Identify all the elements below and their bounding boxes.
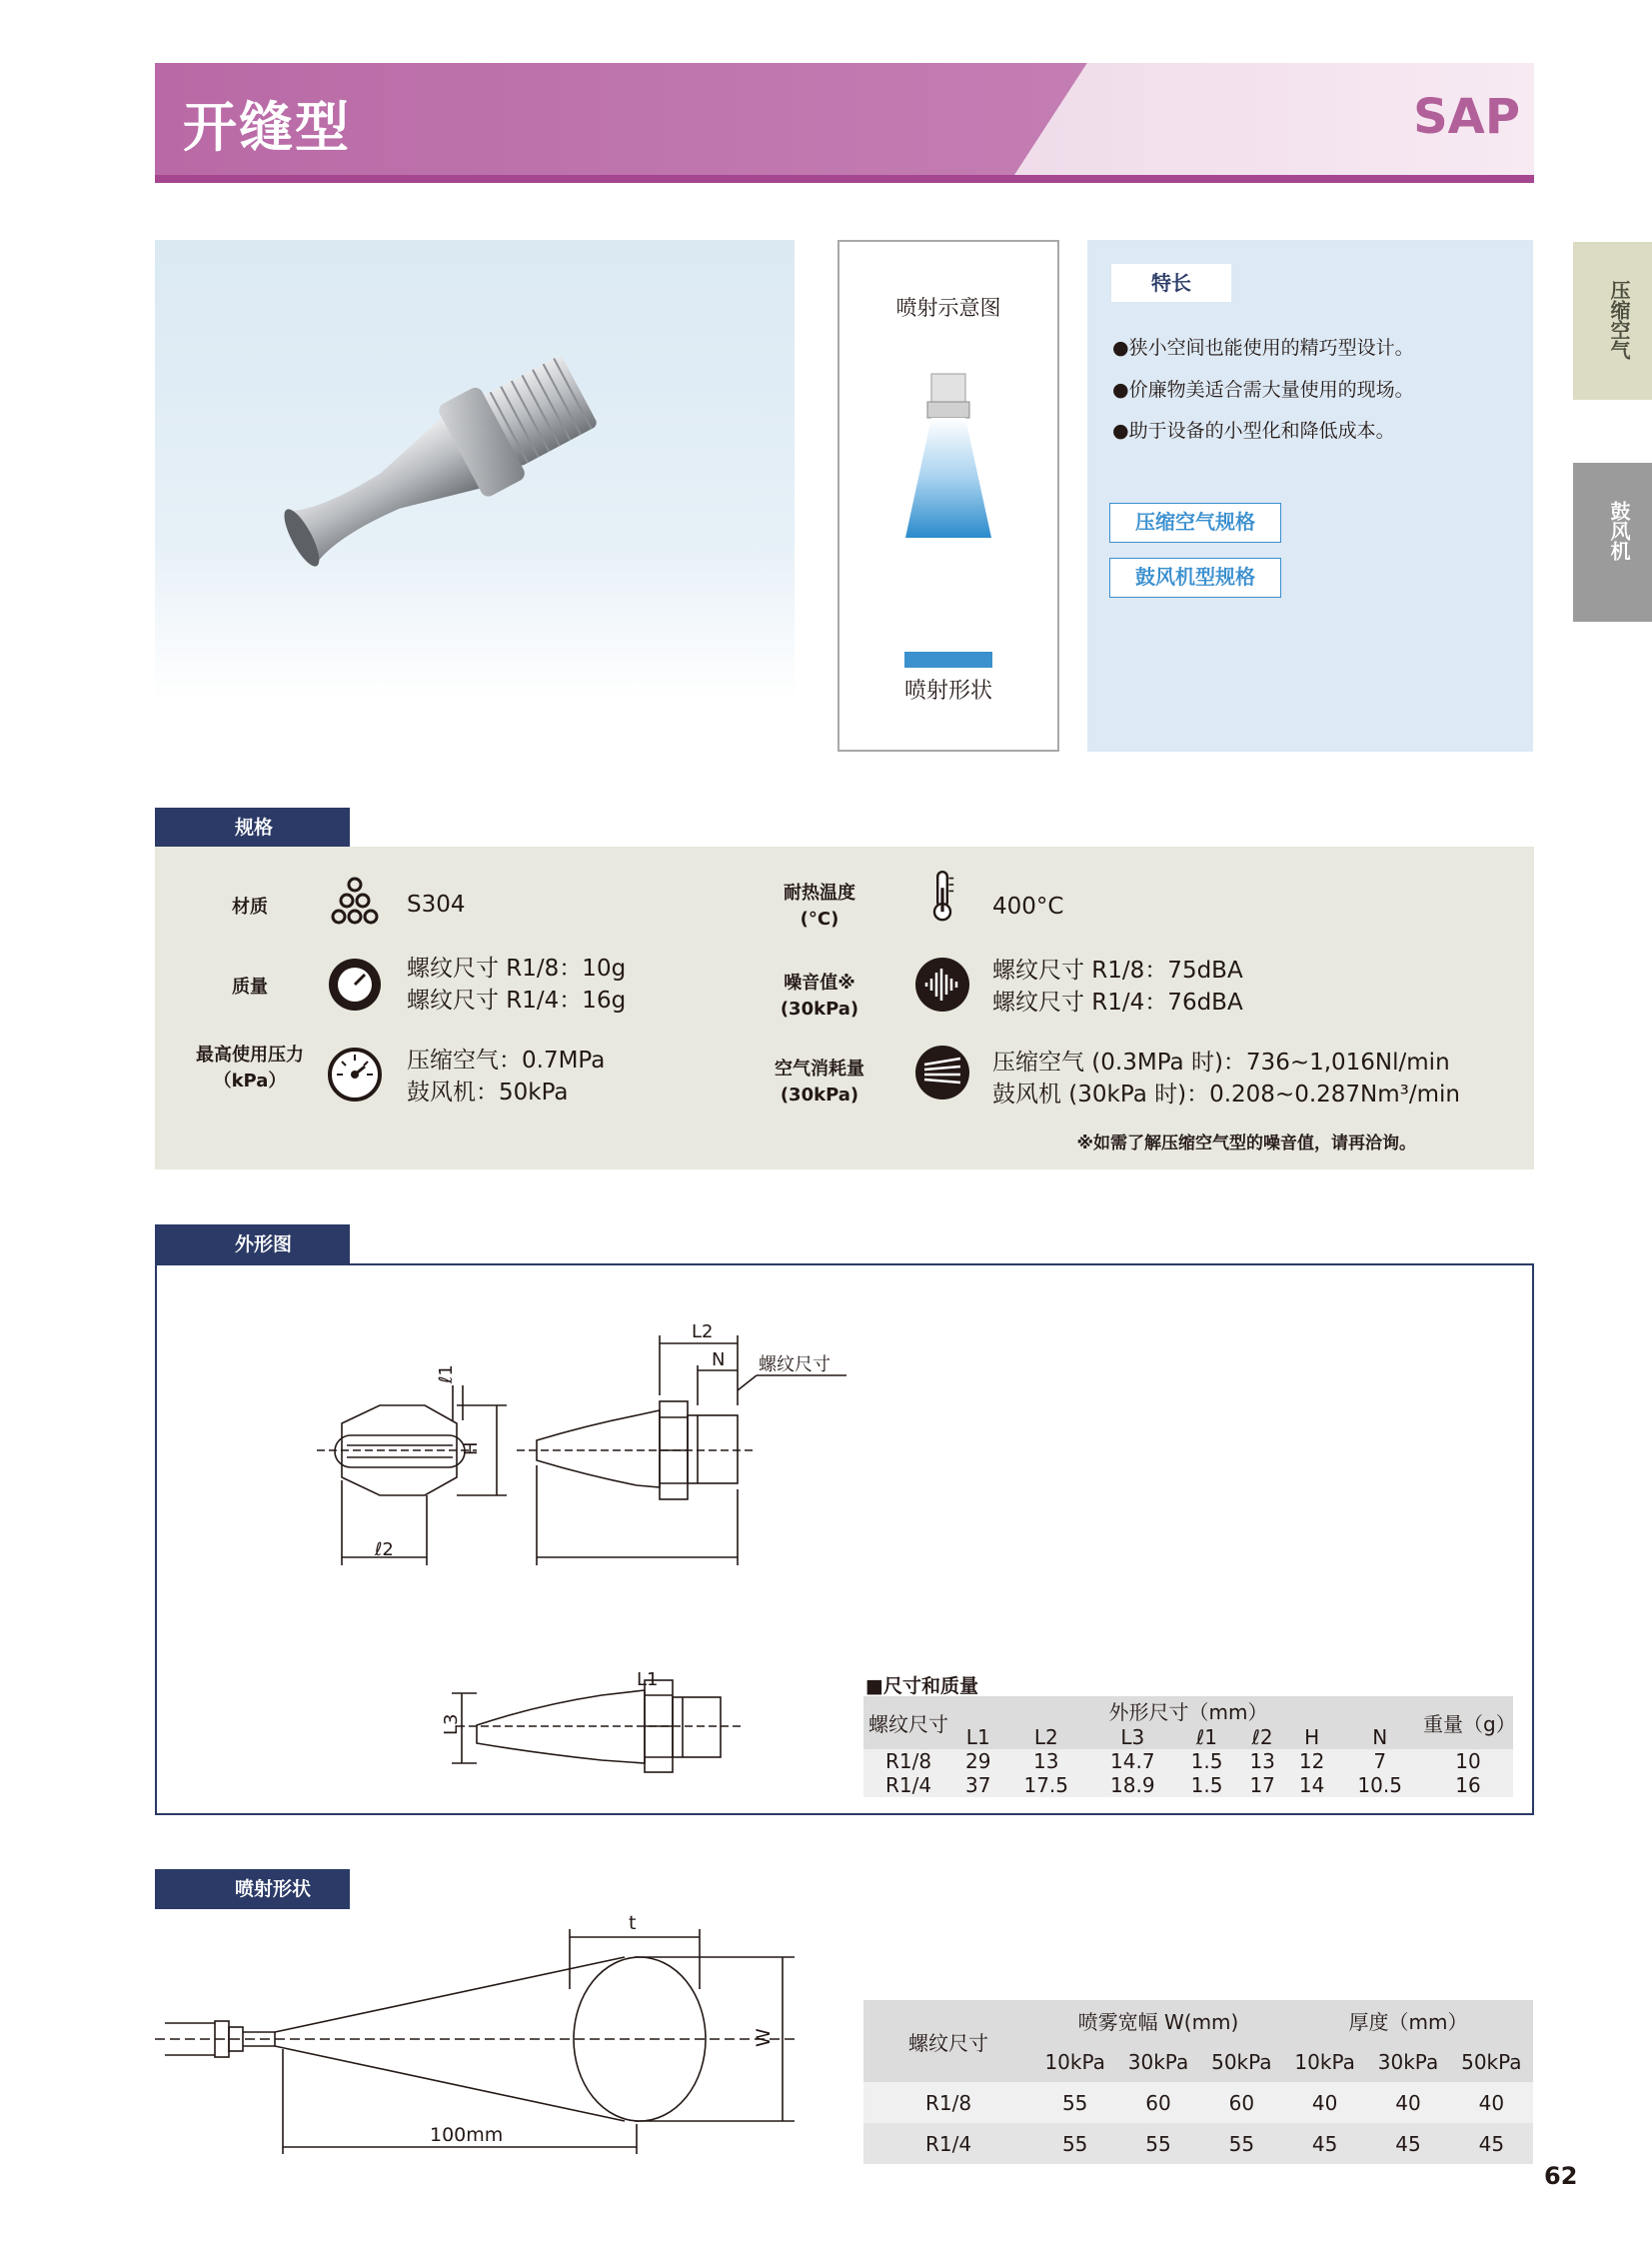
product-code: SAP — [1413, 89, 1520, 145]
scale-icon — [327, 957, 383, 1013]
spray-header-thickness: 厚度（mm） — [1348, 2010, 1468, 2034]
dim-label-l1: ℓ1 — [436, 1364, 457, 1383]
spray-header-thread: 螺纹尺寸 — [908, 2030, 988, 2055]
cell-value: 17 — [1249, 1773, 1275, 1797]
cell-thread: R1/8 — [924, 2090, 972, 2115]
cell-value: 17.5 — [1023, 1773, 1069, 1797]
mass-label: 质量 — [232, 977, 268, 998]
features-panel — [1087, 240, 1533, 752]
pressure-label-unit: （kPa） — [213, 1071, 287, 1092]
air-consumption-value: 鼓风机 (30kPa 时)：0.208~0.287Nm³/min — [992, 1082, 1460, 1108]
table-row — [863, 1749, 1513, 1773]
noise-value: 螺纹尺寸 R1/4：76dBA — [992, 990, 1243, 1016]
cell-value: 14.7 — [1110, 1749, 1155, 1773]
air-flow-icon — [914, 1045, 970, 1101]
table-row — [863, 2123, 1533, 2164]
header-underline — [155, 175, 1534, 183]
spray-label-t: t — [629, 1912, 637, 1934]
nozzle-photo-illustration — [155, 240, 795, 700]
dimension-table — [863, 1696, 1516, 1797]
product-photo — [155, 240, 795, 700]
spray-diagram-box — [837, 240, 1059, 752]
dim-col-L1: L1 — [965, 1725, 990, 1749]
noise-label-line: 噪音值※ — [784, 973, 855, 994]
dim-header-weight: 重量（g） — [1423, 1712, 1516, 1736]
spec-panel — [155, 847, 1534, 1169]
heat-value: 400°C — [992, 894, 1064, 920]
dim-label-thread: 螺纹尺寸 — [759, 1354, 830, 1375]
noise-value: 螺纹尺寸 R1/8：75dBA — [992, 958, 1243, 984]
dim-col-l2: ℓ2 — [1251, 1725, 1273, 1749]
spray-shape-drawing — [155, 1889, 815, 2179]
feature-item: ●价廉物美适合需大量使用的现场。 — [1112, 379, 1414, 401]
cell-value: 55 — [1061, 2090, 1088, 2115]
spray-col-pressure: 50kPa — [1211, 2049, 1272, 2074]
cell-value: 45 — [1478, 2131, 1505, 2156]
cell-value: 10.5 — [1357, 1773, 1402, 1797]
material-icon — [327, 875, 383, 931]
air-label-unit: (30kPa) — [780, 1085, 859, 1106]
mass-value: 螺纹尺寸 R1/8：10g — [407, 956, 627, 982]
spray-diagram-caption: 喷射示意图 — [895, 296, 1001, 320]
feature-item: ●助于设备的小型化和降低成本。 — [1112, 420, 1395, 442]
side-tab-blower[interactable]: 鼓风机 — [1573, 463, 1652, 622]
spray-width-table — [863, 2000, 1533, 2164]
table-row — [863, 2082, 1533, 2123]
dim-label-N: N — [712, 1349, 726, 1370]
page-title: 开缝型 — [183, 96, 351, 159]
dim-col-H: H — [1304, 1725, 1320, 1749]
material-value: S304 — [407, 892, 466, 918]
spray-shape-section-tag: 喷射形状 — [155, 1869, 350, 1909]
dim-label-L3: L3 — [441, 1713, 462, 1735]
cell-value: 55 — [1061, 2131, 1088, 2156]
cell-value: 13 — [1249, 1749, 1275, 1773]
dim-label-L1: L1 — [637, 1669, 659, 1690]
spray-col-pressure: 30kPa — [1127, 2049, 1189, 2074]
pressure-value: 压缩空气：0.7MPa — [407, 1048, 606, 1074]
mass-value: 螺纹尺寸 R1/4：16g — [407, 988, 627, 1014]
sound-wave-icon — [914, 957, 970, 1013]
noise-label-unit: (30kPa) — [780, 999, 859, 1020]
cell-value: 12 — [1298, 1749, 1325, 1773]
dim-label-l2: ℓ2 — [375, 1539, 394, 1560]
dim-header-dimensions: 外形尺寸（mm） — [1108, 1700, 1268, 1724]
cell-value: 45 — [1311, 2131, 1338, 2156]
cell-value: 29 — [965, 1749, 991, 1773]
spray-label-distance: 100mm — [430, 2124, 504, 2146]
dimension-table-title: ■尺寸和质量 — [865, 1675, 978, 1697]
cell-value: 60 — [1145, 2090, 1171, 2115]
pressure-label — [175, 1043, 325, 1095]
air-consumption-value: 压缩空气 (0.3MPa 时)：736~1,016Nl/min — [992, 1050, 1450, 1076]
cell-weight: 10 — [1455, 1749, 1481, 1773]
spec-note: ※如需了解压缩空气型的噪音值，请再洽询。 — [1076, 1133, 1416, 1153]
outline-section-tag: 外形图 — [155, 1224, 350, 1264]
dim-col-L3: L3 — [1120, 1725, 1145, 1749]
page-header — [155, 63, 1534, 183]
dim-header-thread: 螺纹尺寸 — [868, 1712, 948, 1736]
table-row — [863, 1773, 1513, 1797]
spray-col-pressure: 10kPa — [1044, 2049, 1105, 2074]
dim-label-L2: L2 — [692, 1321, 714, 1342]
cell-thread: R1/4 — [884, 1773, 932, 1797]
cell-value: 55 — [1145, 2131, 1171, 2156]
cell-value: 40 — [1395, 2090, 1421, 2115]
cell-value: 13 — [1033, 1749, 1059, 1773]
cell-value: 7 — [1373, 1749, 1387, 1773]
compressed-air-spec-button[interactable]: 压缩空气规格 — [1109, 503, 1281, 543]
cell-value: 1.5 — [1190, 1773, 1223, 1797]
dim-col-l1: ℓ1 — [1196, 1725, 1218, 1749]
noise-label — [765, 971, 874, 1023]
dim-col-N: N — [1372, 1725, 1388, 1749]
cell-value: 55 — [1228, 2131, 1255, 2156]
spray-col-pressure: 50kPa — [1461, 2049, 1522, 2074]
cell-value: 40 — [1311, 2090, 1338, 2115]
spec-section-tag: 规格 — [155, 808, 350, 848]
spray-shape-bar — [904, 652, 992, 668]
spray-shape-caption: 喷射形状 — [903, 679, 992, 704]
spray-cone-illustration — [839, 362, 1057, 562]
spray-header-width: 喷雾宽幅 W(mm) — [1077, 2010, 1239, 2034]
feature-item: ●狭小空间也能使用的精巧型设计。 — [1112, 337, 1414, 359]
cell-value: 45 — [1395, 2131, 1421, 2156]
features-tag: 特长 — [1111, 264, 1231, 302]
blower-spec-button[interactable]: 鼓风机型规格 — [1109, 558, 1281, 598]
cell-value: 37 — [965, 1773, 991, 1797]
dim-col-L2: L2 — [1033, 1725, 1058, 1749]
cell-value: 18.9 — [1110, 1773, 1155, 1797]
thermometer-icon — [914, 869, 970, 925]
cell-value: 1.5 — [1190, 1749, 1223, 1773]
cell-thread: R1/4 — [924, 2131, 972, 2156]
cell-value: 60 — [1228, 2090, 1255, 2115]
cell-value: 40 — [1478, 2090, 1505, 2115]
spray-col-pressure: 30kPa — [1377, 2049, 1439, 2074]
cell-value: 14 — [1298, 1773, 1325, 1797]
spray-col-pressure: 10kPa — [1294, 2049, 1355, 2074]
spray-label-W: W — [753, 2028, 775, 2047]
heat-label-line: 耐热温度 — [784, 883, 855, 904]
heat-label-unit: (°C) — [800, 909, 839, 930]
gauge-icon — [327, 1047, 383, 1103]
pressure-label-line: 最高使用压力 — [196, 1045, 304, 1066]
dim-label-H: H — [461, 1441, 482, 1455]
material-label: 材质 — [232, 897, 268, 918]
page-number: 62 — [1544, 2162, 1578, 2190]
side-tab-compressed-air[interactable]: 压缩空气 — [1573, 242, 1652, 400]
pressure-value: 鼓风机：50kPa — [407, 1080, 569, 1106]
air-consumption-label — [755, 1057, 884, 1109]
heat-label — [765, 881, 874, 933]
air-label-line: 空气消耗量 — [775, 1059, 864, 1080]
cell-thread: R1/8 — [884, 1749, 932, 1773]
cell-weight: 16 — [1455, 1773, 1481, 1797]
